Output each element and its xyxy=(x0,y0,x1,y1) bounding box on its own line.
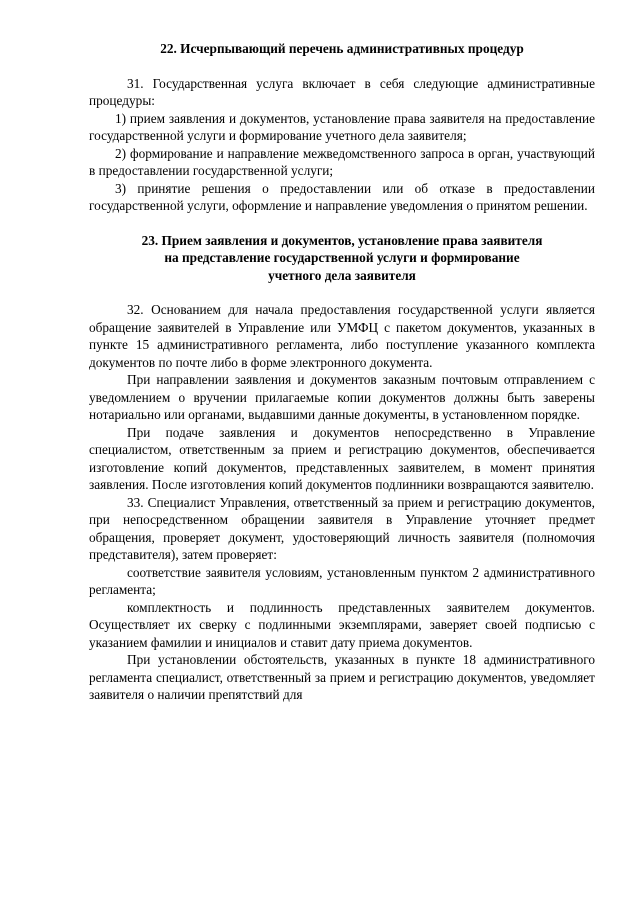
spacer xyxy=(89,215,595,232)
section-23-heading-line-2: на представление государственной услуги и формирование xyxy=(164,250,520,265)
document-page xyxy=(89,40,595,704)
section-23-heading-line-1: 23. Прием заявления и документов, установление права заявителя xyxy=(141,232,543,248)
section-23-heading-line-3: учетного дела заявителя xyxy=(268,267,416,283)
list-item-3: 3) принятие решения о предоставлении или об отказе в предоставлении государственной услуги, оформление и направление уведомления о принятом решении. xyxy=(89,180,595,213)
paragraph-postal: При направлении заявления и документов заказным почтовым отправлением с уведомлением о вручении прилагаемые копии документов должны быть заверены нотариально или органами, выдавшими данные документы, в установленном порядке. xyxy=(89,372,595,422)
paragraph-obstacles: При установлении обстоятельств, указанных в пункте 18 административного регламента специалист, ответственный за прием и регистрацию документов, уведомляет заявителя о наличии препятствий для xyxy=(89,652,595,702)
spacer xyxy=(89,284,595,301)
spacer xyxy=(89,58,595,75)
paragraph-32: 32. Основанием для начала предоставления государственной услуги является обращение заявителей в Управление или УМФЦ с пакетом документов, указанных в пункте 15 административного регламента, либо поступление указанного комплекта документов по почте либо в форме электронного документа. xyxy=(89,302,595,370)
paragraph-31: 31. Государственная услуга включает в себя следующие административные процедуры: xyxy=(89,75,595,108)
section-23-heading xyxy=(89,232,595,285)
section-22-heading: 22. Исчерпывающий перечень административных процедур xyxy=(160,41,524,56)
paragraph-33: 33. Специалист Управления, ответственный за прием и регистрацию документов, при непосредственном обращении заявителя в Управление уточняет предмет обращения, проверяет документ, удостоверяющий личность заявителя (полномочия представителя), затем проверяет: xyxy=(89,494,595,562)
list-item-2: 2) формирование и направление межведомственного запроса в орган, участвующий в предоставлении государственной услуги; xyxy=(89,145,595,178)
check-item-completeness: комплектность и подлинность представленных заявителем документов. Осуществляет их сверку с подлинными экземплярами, заверяет своей подписью с указанием фамилии и инициалов и ставит дату приема документов. xyxy=(89,599,595,650)
list-item-1: 1) прием заявления и документов, установление права заявителя на предоставление государственной услуги и формирование учетного дела заявителя; xyxy=(89,110,595,143)
check-item-conditions: соответствие заявителя условиям, установленным пунктом 2 административного регламента; xyxy=(89,564,595,597)
paragraph-direct: При подаче заявления и документов непосредственно в Управление специалистом, ответственным за прием и регистрацию документов, обеспечивается изготовление копий документов, представленных заявителем, в момент принятия заявления. После изготовления копий документов подлинники возвращаются заявителю. xyxy=(89,424,595,492)
